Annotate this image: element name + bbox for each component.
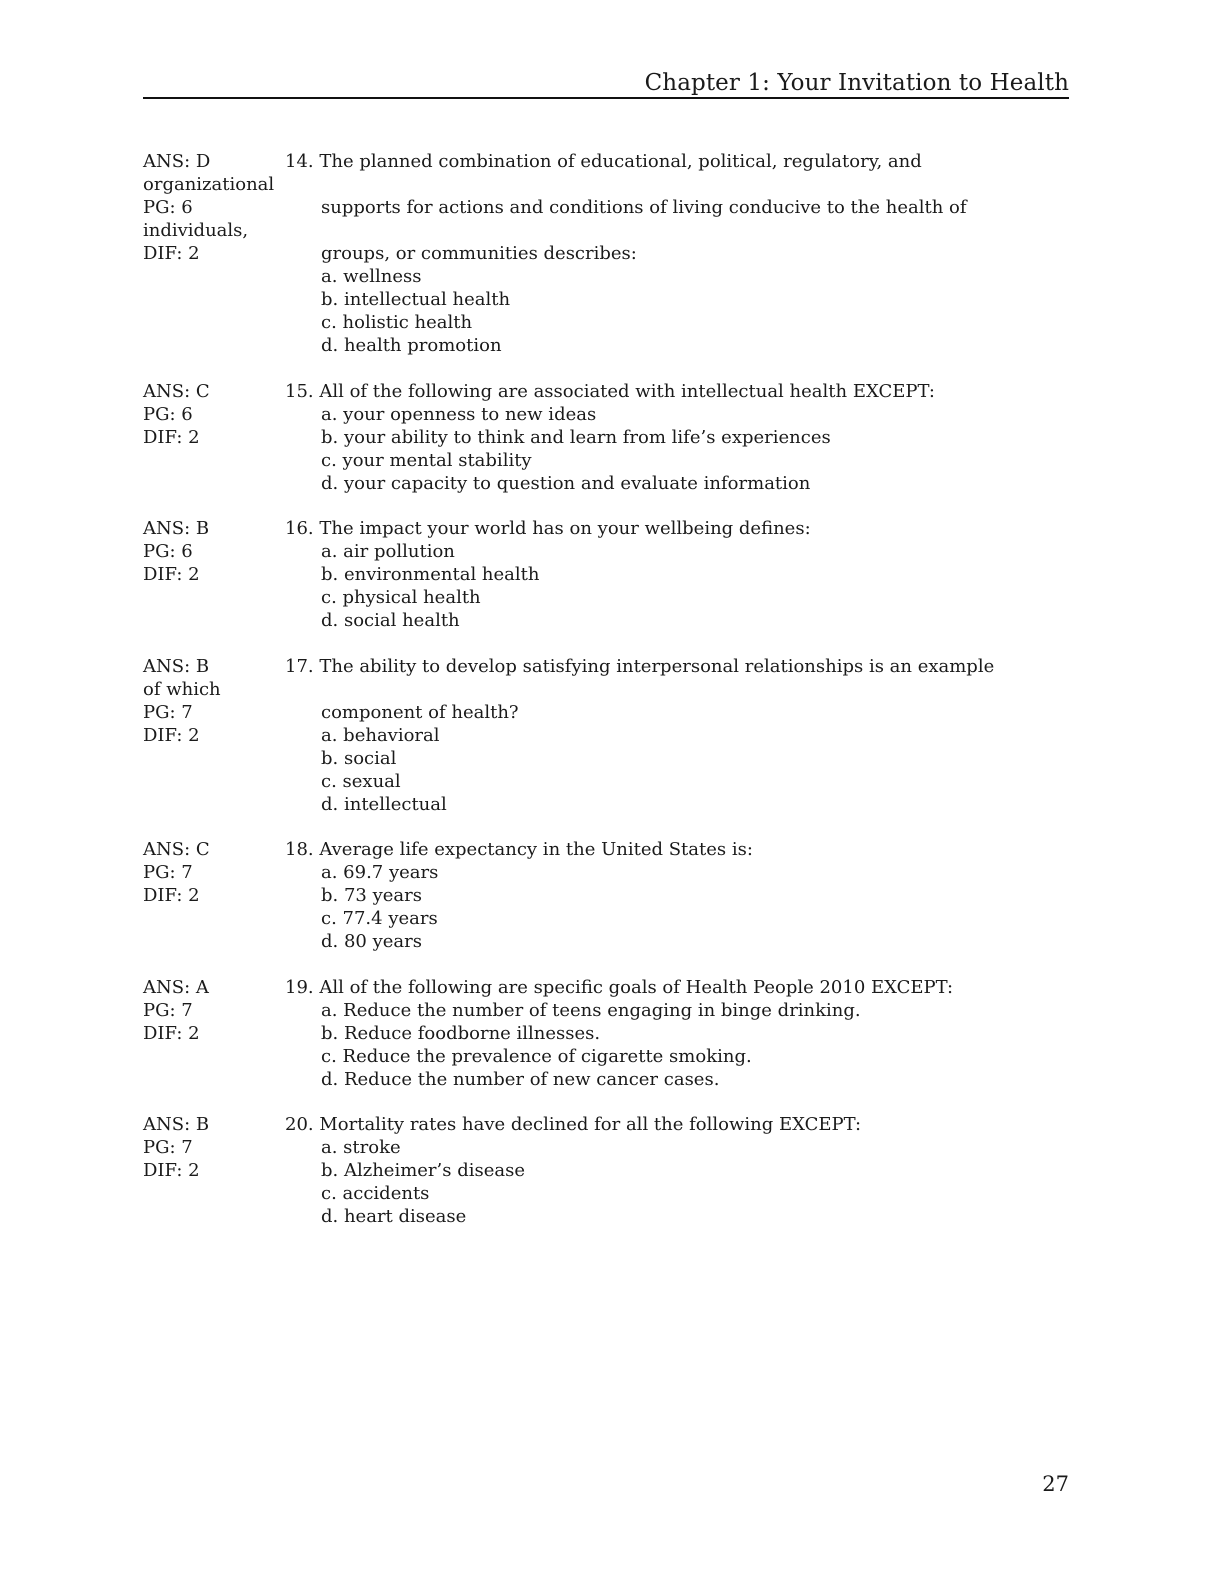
question-stem: 19. All of the following are specific goals of Health People 2010 EXCEPT: [285,976,954,998]
answer-option: b. Alzheimer’s disease [321,1160,526,1181]
answer-option: d. 80 years [321,931,422,952]
question-line [143,976,1073,999]
answer-option: a. behavioral [321,724,440,746]
answer-meta: ANS: C [143,380,210,402]
question-block [143,655,1073,816]
answer-option: b. social [321,747,397,769]
question-line [143,242,1073,265]
question-line [143,609,1073,632]
question-block [143,1113,1073,1228]
answer-meta: PG: 6 [143,403,193,425]
answer-option: c. your mental stability [321,449,532,471]
answer-meta: of which [143,678,221,700]
question-block [143,517,1073,632]
answer-meta: PG: 6 [143,541,193,562]
page-header [143,70,1069,99]
question-line [143,540,1073,563]
question-line [143,1136,1073,1159]
question-list [143,150,1073,1251]
question-stem-continued: groups, or communities describes: [321,243,637,264]
question-line [143,861,1073,884]
answer-option: d. Reduce the number of new cancer cases. [321,1068,720,1090]
answer-meta: ANS: C [143,839,210,860]
answer-meta: PG: 7 [143,1137,193,1158]
page-number: 27 [1042,1472,1069,1496]
answer-option: c. physical health [321,587,481,608]
answer-option: a. stroke [321,1137,401,1158]
answer-option: c. Reduce the prevalence of cigarette smoking. [321,1045,752,1067]
question-line [143,999,1073,1022]
question-line [143,1113,1073,1136]
question-line [143,1182,1073,1205]
question-line [143,586,1073,609]
answer-option: b. intellectual health [321,289,511,310]
answer-meta: PG: 6 [143,197,193,218]
answer-meta: individuals, [143,220,249,241]
answer-option: c. 77.4 years [321,908,438,929]
question-block [143,838,1073,953]
question-stem-continued: component of health? [321,701,519,723]
question-stem: 20. Mortality rates have declined for all the following EXCEPT: [285,1114,862,1135]
question-line [143,265,1073,288]
answer-meta: DIF: 2 [143,1022,200,1044]
answer-meta: DIF: 2 [143,243,200,264]
answer-option: d. health promotion [321,335,502,356]
answer-meta: DIF: 2 [143,564,200,585]
question-line [143,655,1073,678]
question-line [143,793,1073,816]
answer-option: d. your capacity to question and evaluate information [321,472,811,494]
answer-option: d. social health [321,610,460,631]
question-line [143,472,1073,495]
question-line [143,838,1073,861]
answer-option: b. 73 years [321,885,422,906]
answer-option: b. environmental health [321,564,540,585]
answer-option: a. Reduce the number of teens engaging in binge drinking. [321,999,861,1021]
answer-option: a. your openness to new ideas [321,403,597,425]
answer-option: b. Reduce foodborne illnesses. [321,1022,601,1044]
answer-meta: DIF: 2 [143,885,200,906]
answer-option: a. wellness [321,266,422,287]
question-line [143,770,1073,793]
question-line [143,747,1073,770]
question-line [143,173,1073,196]
answer-option: b. your ability to think and learn from life’s experiences [321,426,831,448]
question-block [143,976,1073,1091]
chapter-title: Chapter 1: Your Invitation to Health [644,70,1069,96]
question-line [143,884,1073,907]
question-line [143,1205,1073,1228]
question-line [143,517,1073,540]
answer-meta: PG: 7 [143,999,193,1021]
question-block [143,150,1073,357]
answer-meta: DIF: 2 [143,724,200,746]
question-line [143,380,1073,403]
answer-option: a. 69.7 years [321,862,439,883]
question-line [143,219,1073,242]
question-stem: 16. The impact your world has on your wellbeing defines: [285,518,811,539]
question-line [143,449,1073,472]
answer-meta: PG: 7 [143,701,193,723]
answer-meta: ANS: D [143,151,211,172]
question-stem: 17. The ability to develop satisfying interpersonal relationships is an example [285,655,995,677]
answer-meta: DIF: 2 [143,426,200,448]
question-block [143,380,1073,495]
answer-option: a. air pollution [321,541,455,562]
answer-option: c. accidents [321,1183,430,1204]
question-stem: 18. Average life expectancy in the United States is: [285,839,753,860]
answer-option: d. intellectual [321,793,447,815]
question-line [143,724,1073,747]
question-line [143,1022,1073,1045]
answer-meta: ANS: B [143,518,210,539]
question-stem: 14. The planned combination of educational, political, regulatory, and [285,151,922,172]
question-line [143,701,1073,724]
answer-option: c. sexual [321,770,401,792]
question-line [143,403,1073,426]
answer-meta: ANS: B [143,655,210,677]
answer-option: d. heart disease [321,1206,467,1227]
question-line [143,334,1073,357]
answer-meta: organizational [143,174,275,195]
question-stem-continued: supports for actions and conditions of living conducive to the health of [321,197,967,218]
question-line [143,1068,1073,1091]
question-line [143,196,1073,219]
question-line [143,311,1073,334]
question-line [143,678,1073,701]
question-line [143,288,1073,311]
answer-meta: DIF: 2 [143,1160,200,1181]
question-line [143,150,1073,173]
question-line [143,930,1073,953]
question-line [143,907,1073,930]
answer-meta: ANS: B [143,1114,210,1135]
answer-meta: ANS: A [143,976,209,998]
question-line [143,426,1073,449]
question-line [143,1045,1073,1068]
question-stem: 15. All of the following are associated with intellectual health EXCEPT: [285,380,935,402]
answer-option: c. holistic health [321,312,473,333]
answer-meta: PG: 7 [143,862,193,883]
question-line [143,1159,1073,1182]
question-line [143,563,1073,586]
